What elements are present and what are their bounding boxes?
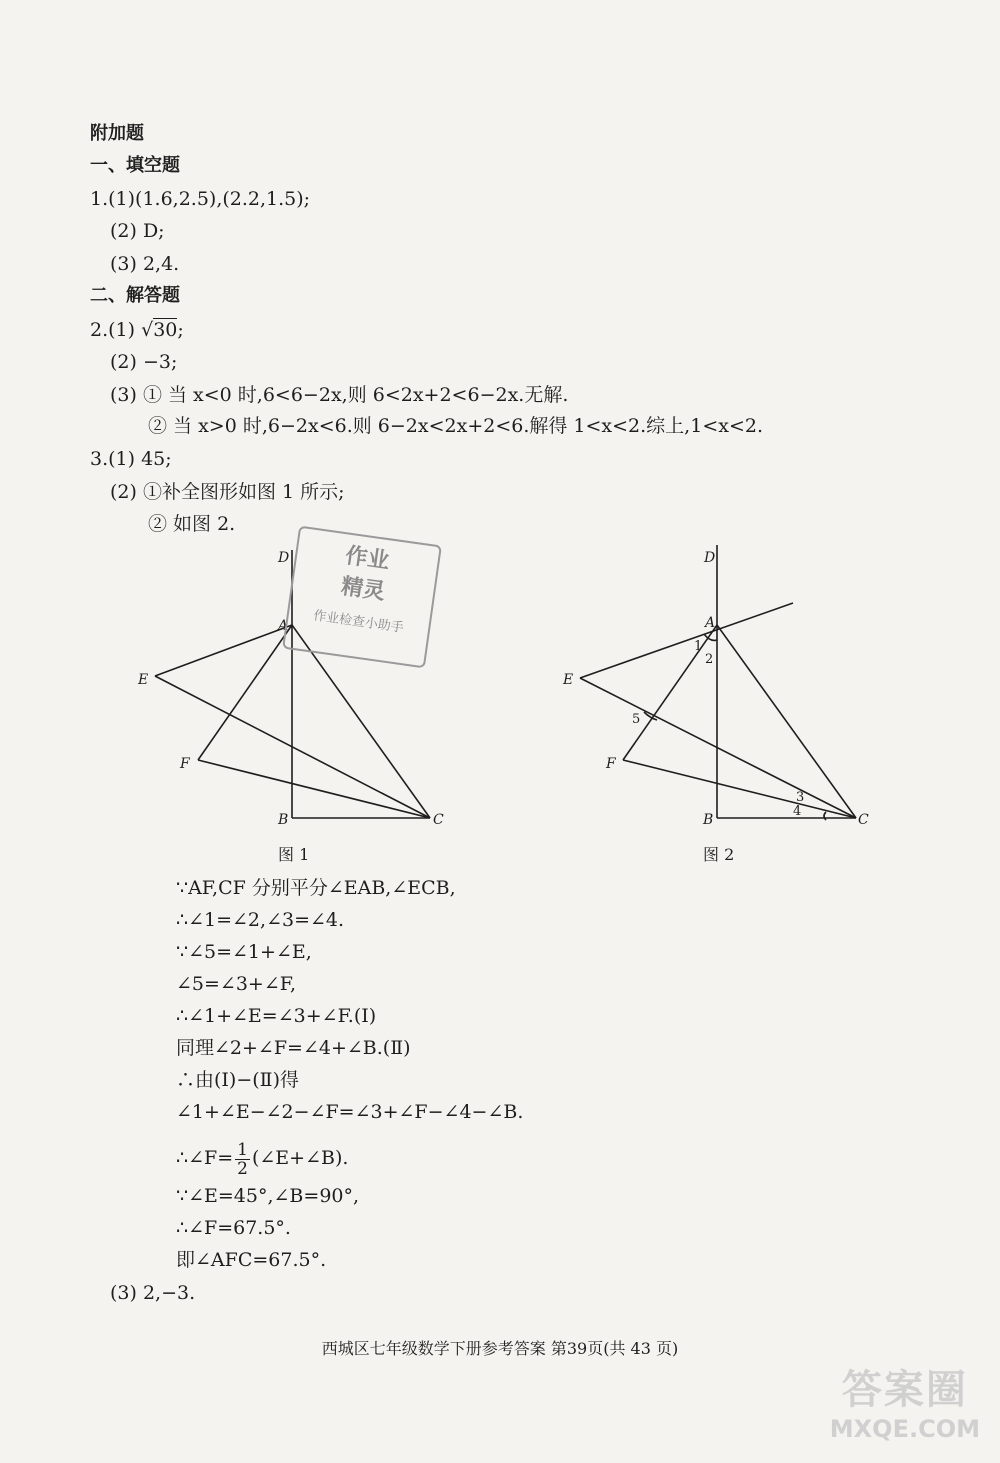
q3-line-1: 3.(1) 45; [90, 448, 172, 470]
q2-line-3: (3) ① 当 x<0 时,6<6−2x,则 6<2x+2<6−2x.无解. [110, 384, 569, 406]
fig1-label-b: B [278, 812, 289, 828]
proof-line-8: ∠1+∠E−∠2−∠F=∠3+∠F−∠4−∠B. [176, 1101, 524, 1123]
fig2-line-ec [580, 678, 856, 818]
figure-2-caption: 图 2 [703, 845, 735, 864]
q2-line-4: ② 当 x>0 时,6−2x<6.则 6−2x<2x+2<6.解得 1<x<2.综上,1<x<2. [148, 415, 763, 437]
proof-line-7: ∴由(Ⅰ)−(Ⅱ)得 [176, 1069, 299, 1091]
section-heading-answer: 二、解答题 [90, 285, 180, 306]
q1-line-2: (2) D; [110, 220, 165, 242]
proof-line-12: 即∠AFC=67.5°. [176, 1249, 327, 1271]
fig2-angle-3: 3 [796, 790, 805, 805]
proof-line-9-prefix: ∴∠F= [176, 1147, 234, 1169]
stamp-line-3: 作业检查小助手 [312, 608, 405, 637]
q3-line-2: (2) ①补全图形如图 1 所示; [110, 481, 345, 503]
q2-line-2: (2) −3; [110, 351, 178, 373]
fig2-arc-34 [824, 812, 826, 820]
q1-line-3: (3) 2,4. [110, 253, 180, 275]
fraction-one-half [235, 1141, 250, 1178]
fig2-angle-5: 5 [632, 712, 641, 727]
q3-line-3: ② 如图 2. [148, 513, 236, 535]
fraction-numerator: 1 [237, 1139, 248, 1160]
section-heading-fill-blank: 一、填空题 [90, 155, 180, 176]
stamp-line-2: 精灵 [339, 574, 387, 606]
proof-line-9-suffix: (∠E+∠B). [251, 1147, 349, 1169]
proof-line-1: ∵AF,CF 分别平分∠EAB,∠ECB, [176, 877, 456, 899]
fig1-label-e: E [138, 672, 149, 688]
proof-line-11: ∴∠F=67.5°. [176, 1217, 291, 1239]
figure-1-caption: 图 1 [278, 845, 310, 864]
proof-line-10: ∵∠E=45°,∠B=90°, [176, 1185, 360, 1207]
q3-part-3: (3) 2,−3. [110, 1282, 196, 1304]
proof-line-3: ∵∠5=∠1+∠E, [176, 941, 312, 963]
fig2-label-b: B [703, 812, 714, 828]
watermark-bottom: MXQE.COM [829, 1415, 980, 1443]
proof-line-2: ∴∠1=∠2,∠3=∠4. [176, 909, 345, 931]
fig2-line-ext [580, 603, 793, 678]
fig1-label-a: A [278, 618, 289, 634]
fig1-label-d: D [278, 550, 290, 566]
fig1-label-c: C [433, 812, 444, 828]
page-footer: 西城区七年级数学下册参考答案 第39页(共 43 页) [321, 1339, 679, 1358]
sqrt-symbol: √ [141, 319, 154, 341]
watermark-logo [830, 1358, 980, 1443]
fig1-label-f: F [180, 756, 190, 772]
fig2-label-c: C [858, 812, 869, 828]
fig2-angle-2: 2 [705, 652, 714, 667]
watermark-top: 答案圈 [841, 1367, 968, 1413]
fig2-angle-1: 1 [694, 639, 703, 654]
proof-line-5: ∴∠1+∠E=∠3+∠F.(Ⅰ) [176, 1005, 377, 1027]
fig2-label-d: D [704, 550, 716, 566]
fig2-label-e: E [563, 672, 574, 688]
q1-line-1: 1.(1)(1.6,2.5),(2.2,1.5); [90, 188, 311, 210]
fig2-label-a: A [705, 615, 716, 631]
fig2-angle-4: 4 [793, 804, 802, 819]
q2-line-1-suffix: ; [177, 319, 184, 341]
q2-line-1-prefix: 2.(1) [90, 319, 142, 341]
proof-line-6: 同理∠2+∠F=∠4+∠B.(Ⅱ) [176, 1037, 411, 1059]
q2-radicand: 30 [153, 319, 178, 341]
fraction-denominator: 2 [237, 1158, 248, 1179]
proof-line-4: ∠5=∠3+∠F, [176, 973, 297, 995]
section-title: 附加题 [90, 123, 144, 144]
proof-line-9 [176, 1138, 348, 1178]
stamp-line-1: 作业 [343, 543, 391, 575]
fig2-label-f: F [606, 756, 616, 772]
